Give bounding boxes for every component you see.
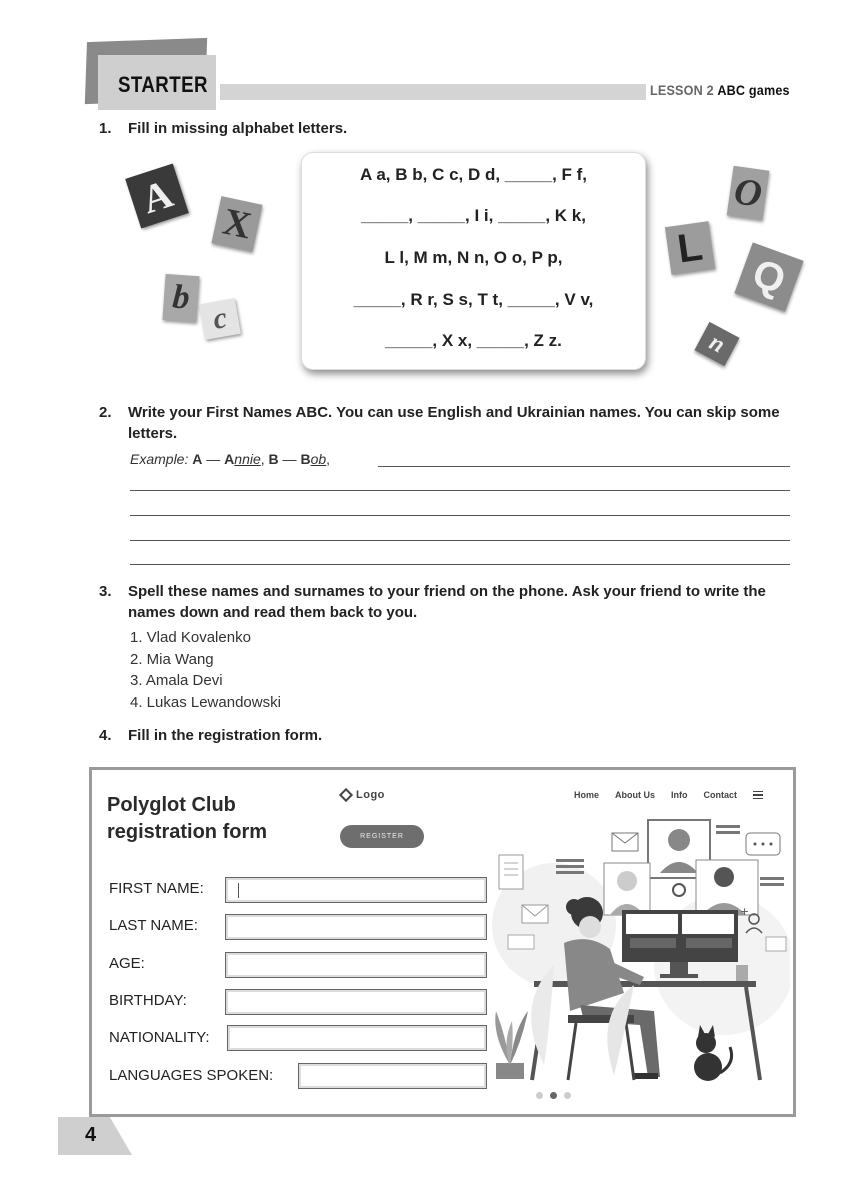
carousel-dots[interactable] xyxy=(536,1092,571,1099)
form-title-line-1: Polyglot Club xyxy=(107,794,236,816)
letter-tile-o: O xyxy=(727,166,770,221)
example-letter-b: B xyxy=(268,451,279,467)
task-number: 3. xyxy=(99,583,112,600)
letter-tile-c: c xyxy=(199,298,241,340)
carousel-dot-active[interactable] xyxy=(550,1092,557,1099)
example-dash: — xyxy=(206,451,221,467)
letter-tile-q: Q xyxy=(734,242,803,311)
header-bar xyxy=(220,84,646,100)
example-name-b-first: B xyxy=(300,451,311,467)
alphabet-line-2: _____, _____, I i, _____, K k, xyxy=(361,206,586,225)
nationality-input[interactable] xyxy=(227,1025,487,1051)
svg-text:+: + xyxy=(740,905,750,918)
last-name-input[interactable] xyxy=(225,914,487,940)
age-input[interactable] xyxy=(225,952,487,978)
list-item: 4. Lukas Lewandowski xyxy=(130,693,281,711)
lesson-title xyxy=(650,82,790,98)
hamburger-menu-icon[interactable] xyxy=(753,791,763,800)
example-name-b-rest: ob xyxy=(310,451,327,467)
task-number: 2. xyxy=(99,404,112,421)
task-2 xyxy=(99,402,799,444)
birthday-input[interactable] xyxy=(225,989,487,1015)
example-name-a-rest: nnie xyxy=(234,451,261,467)
nav-item-info[interactable]: Info xyxy=(671,790,688,800)
task-3 xyxy=(99,581,799,623)
task-instruction: Fill in missing alphabet letters. xyxy=(128,120,348,137)
task-number: 1. xyxy=(99,120,112,137)
example-label: Example: xyxy=(130,451,189,467)
nav-item-about-us[interactable]: About Us xyxy=(615,790,656,800)
example-dash: — xyxy=(282,451,297,467)
nav-item-contact[interactable]: Contact xyxy=(703,790,738,800)
letter-tile-a: A xyxy=(125,164,189,229)
field-label-birthday: BIRTHDAY: xyxy=(109,992,187,1009)
register-button[interactable]: REGISTER xyxy=(340,825,424,848)
answer-line[interactable] xyxy=(130,540,790,541)
alphabet-line-3: L l, M m, N n, O o, P p, xyxy=(384,248,563,267)
example-name-a-first: A xyxy=(224,451,235,467)
nav-item-home[interactable]: Home xyxy=(574,790,600,800)
answer-line[interactable] xyxy=(130,564,790,565)
form-title-line-2: registration form xyxy=(107,821,268,843)
task-number: 4. xyxy=(99,727,112,744)
field-label-first-name: FIRST NAME: xyxy=(109,880,204,897)
task-instruction: Fill in the registration form. xyxy=(128,727,323,744)
names-list xyxy=(130,627,281,713)
example-line: Example: A — Annie, B — Bob, xyxy=(130,451,331,467)
task-4 xyxy=(99,725,799,746)
answer-line[interactable] xyxy=(130,515,790,516)
field-label-languages-spoken: LANGUAGES SPOKEN: xyxy=(109,1067,274,1084)
lesson-name: ABC games xyxy=(717,82,790,98)
letter-tile-n: n xyxy=(694,322,739,366)
task-instruction: Write your First Names ABC. You can use English and Ukrainian names. You can skip some letters. xyxy=(128,404,780,442)
task-1 xyxy=(99,118,799,139)
page-number: 4 xyxy=(85,1124,97,1146)
alphabet-line-1: A a, B b, C c, D d, _____, F f, xyxy=(359,165,588,184)
starter-label: STARTER xyxy=(118,72,208,97)
logo-text: Logo xyxy=(356,789,385,801)
text-cursor xyxy=(238,883,239,898)
field-label-age: AGE: xyxy=(109,955,145,972)
logo[interactable] xyxy=(341,789,385,801)
list-item: 2. Mia Wang xyxy=(130,650,214,668)
carousel-dot[interactable] xyxy=(536,1092,543,1099)
first-name-input[interactable] xyxy=(225,877,487,903)
list-item: 1. Vlad Kovalenko xyxy=(130,629,251,646)
alphabet-card xyxy=(301,152,646,370)
languages-spoken-input[interactable] xyxy=(298,1063,487,1089)
letter-tile-b: b xyxy=(162,274,199,322)
form-title xyxy=(107,792,267,846)
example-letter-a: A xyxy=(192,451,203,467)
letter-tile-l: L xyxy=(665,221,715,275)
field-label-nationality: NATIONALITY: xyxy=(109,1029,210,1046)
letter-tile-x: X xyxy=(211,196,262,252)
field-label-last-name: LAST NAME: xyxy=(109,917,198,934)
answer-line[interactable] xyxy=(378,466,790,467)
carousel-dot[interactable] xyxy=(564,1092,571,1099)
alphabet-line-4: _____, R r, S s, T t, _____, V v, xyxy=(353,290,594,309)
alphabet-line-5: _____, X x, _____, Z z. xyxy=(385,331,562,350)
list-item: 3. Amala Devi xyxy=(130,672,223,689)
diamond-icon xyxy=(339,788,353,802)
workspace-illustration xyxy=(484,815,790,1085)
lesson-number: LESSON 2 xyxy=(650,82,714,98)
answer-line[interactable] xyxy=(130,490,790,491)
task-instruction: Spell these names and surnames to your friend on the phone. Ask your friend to write the names down and read them back to you. xyxy=(128,583,766,621)
nav-menu xyxy=(574,790,763,800)
